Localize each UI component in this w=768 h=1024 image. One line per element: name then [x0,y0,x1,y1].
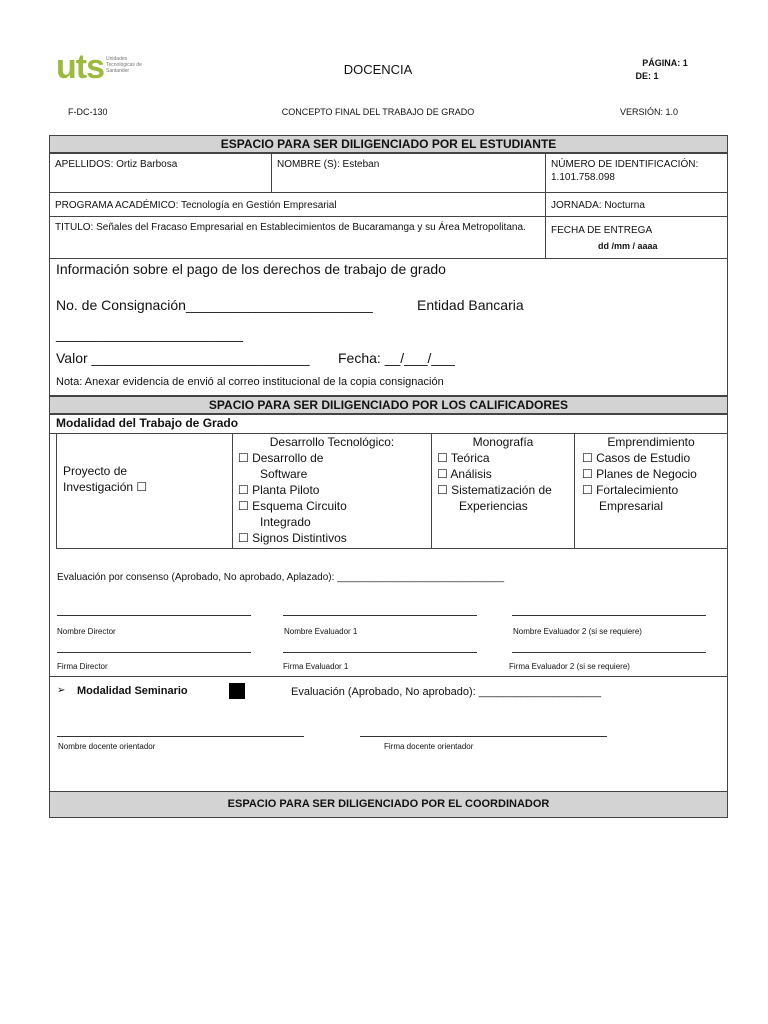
jornada-text: JORNADA: Nocturna [551,200,645,211]
evaluador2-name-line[interactable] [512,615,706,616]
student-section-bar: ESPACIO PARA SER DILIGENCIADO POR EL ESTUDIANTE [49,135,728,153]
seminario-evaluacion-field[interactable]: Evaluación (Aprobado, No aprobado): ____________________ [291,686,602,698]
entidad-bancaria-field[interactable]: ________________________ [56,326,243,342]
checkbox-analisis[interactable]: ☐ Análisis [437,467,492,481]
evaluador2-signature-line[interactable] [512,652,706,653]
checkbox-esquema-circuito[interactable]: ☐ Esquema Circuito [238,499,347,513]
entidad-bancaria-label: Entidad Bancaria [417,297,524,313]
valor-field[interactable]: Valor ____________________________ [56,350,310,366]
nombre-evaluador2-label: Nombre Evaluador 2 (si se requiere) [513,627,642,636]
nombre-director-label: Nombre Director [57,627,116,636]
checkbox-planta-piloto[interactable]: ☐ Planta Piloto [238,483,320,497]
apellidos-field[interactable] [49,153,272,193]
id-label: NÚMERO DE IDENTIFICACIÓN: [551,159,699,170]
logo-wordmark: uts [56,48,104,86]
nombre-text: NOMBRE (S): Esteban [277,159,380,170]
checkbox-planes-negocio[interactable]: ☐ Planes de Negocio [582,467,697,481]
nombre-field[interactable] [271,153,546,193]
logo-subtitle: Unidades Tecnológicas de Santander [106,56,142,74]
jornada-field[interactable] [545,192,728,217]
coordinator-section-bar: ESPACIO PARA SER DILIGENCIADO POR EL COORDINADOR [49,791,728,818]
header-title: DOCENCIA [343,62,413,77]
fecha-entrega-label: FECHA DE ENTREGA [551,225,653,236]
checkbox-teorica[interactable]: ☐ Teórica [437,451,490,465]
page-total: DE: 1 [635,71,659,81]
evaluador1-signature-line[interactable] [283,652,477,653]
fecha-format: dd /mm / aaaa [598,241,658,251]
firma-evaluador1-label: Firma Evaluador 1 [283,662,349,671]
payment-heading: Información sobre el pago de los derechos de trabajo de grado [56,261,446,277]
id-value: 1.101.758.098 [551,172,615,183]
apellidos-text: APELLIDOS: Ortiz Barbosa [55,159,178,170]
payment-note: Nota: Anexar evidencia de envió al correo institucional de la copia consignación [56,376,444,388]
firma-docente-label: Firma docente orientador [384,742,474,751]
modalidad-title: Modalidad del Trabajo de Grado [56,416,239,430]
graders-section-bar: SPACIO PARA SER DILIGENCIADO POR LOS CALIFICADORES [49,396,728,414]
fecha-pago-field[interactable]: Fecha: __/___/___ [338,350,455,366]
proyecto-line1: Proyecto de [63,464,128,478]
checkbox-signos-distintivos[interactable]: ☐ Signos Distintivos [238,531,347,545]
checkbox-casos-estudio[interactable]: ☐ Casos de Estudio [582,451,691,465]
docente-signature-line[interactable] [360,736,607,737]
desarrollo-software-cont: Software [260,467,308,481]
form-code: F-DC-130 [68,107,108,117]
firma-evaluador2-label: Firma Evaluador 2 (si se requiere) [509,662,630,671]
docente-name-line[interactable] [57,736,304,737]
sistematizacion-cont: Experiencias [459,499,528,513]
director-name-line[interactable] [57,615,251,616]
consignacion-field[interactable]: No. de Consignación________________________ [56,297,373,313]
checkbox-sistematizacion[interactable]: ☐ Sistematización de [437,483,552,497]
esquema-circuito-cont: Integrado [260,515,311,529]
id-field[interactable] [545,153,728,193]
titulo-text: TITULO: Señales del Fracaso Empresarial en Establecimientos de Bucaramanga y su Área Metropolitana. [55,222,526,233]
seminario-checkbox-filled[interactable] [229,683,245,699]
programa-text: PROGRAMA ACADÉMICO: Tecnología en Gestión Empresarial [55,200,337,211]
checkbox-desarrollo-software[interactable]: ☐ Desarrollo de [238,451,324,465]
fecha-entrega-field[interactable] [545,216,728,259]
nombre-evaluador1-label: Nombre Evaluador 1 [284,627,358,636]
evaluador1-name-line[interactable] [283,615,477,616]
graders-outer-box [49,433,728,677]
arrow-icon: ➢ [57,685,66,696]
page-number: PÁGINA: 1 [642,58,688,68]
programa-field[interactable] [49,192,546,217]
proyecto-checkbox[interactable]: Investigación ☐ [63,480,148,494]
titulo-field[interactable] [49,216,546,259]
seminario-label: Modalidad Seminario [77,685,188,697]
version: VERSIÓN: 1.0 [620,107,679,117]
emprendimiento-title: Emprendimiento [607,435,695,449]
nombre-docente-label: Nombre docente orientador [58,742,156,751]
firma-director-label: Firma Director [57,662,108,671]
monografia-title: Monografía [472,435,534,449]
fortalecimiento-cont: Empresarial [599,499,664,513]
evaluacion-consenso-field[interactable]: Evaluación por consenso (Aprobado, No aprobado, Aplazado): ______________________________ [57,572,505,583]
director-signature-line[interactable] [57,652,251,653]
uts-logo [56,50,156,92]
document-title: CONCEPTO FINAL DEL TRABAJO DE GRADO [281,107,475,117]
checkbox-fortalecimiento[interactable]: ☐ Fortalecimiento [582,483,679,497]
desarrollo-title: Desarrollo Tecnológico: [269,435,395,449]
